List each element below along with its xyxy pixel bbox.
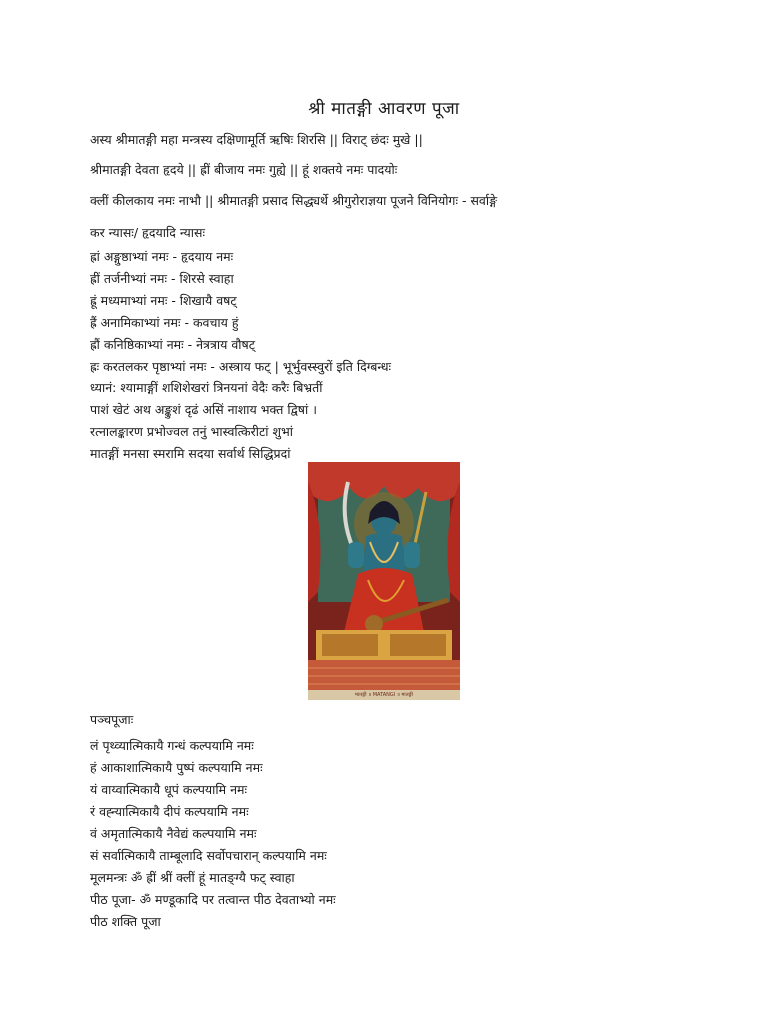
header-line-1: अस्य श्रीमातङ्गी महा मन्त्रस्य दक्षिणामूर्ति ऋषिः शिरसि || विराट् छंदः मुखे || bbox=[90, 132, 423, 147]
dhyana-line-1: ध्यानं: श्यामाङ्गीं शशिशेखरां त्रिनयनां वेदैः करैः बिभ्रतीं bbox=[90, 380, 323, 395]
pancha-line-3: यं वाय्वात्मिकायै धूपं कल्पयामि नमः bbox=[90, 782, 248, 797]
dhyana-line-2: पाशं खेटं अथ अङ्कुशं दृढं असिं नाशाय भक्त द्विषां । bbox=[90, 402, 317, 417]
page-title: श्री मातङ्गी आवरण पूजा bbox=[308, 99, 460, 119]
nyasa-line-5: ह्रौं कनिष्ठिकाभ्यां नमः - नेत्रत्राय वौषट् bbox=[90, 337, 256, 352]
nyasa-line-2: ह्रीं तर्जनीभ्यां नमः - शिरसे स्वाहा bbox=[90, 271, 234, 286]
header-line-2: श्रीमातङ्गी देवता हृदये || ह्रीं बीजाय नमः गुह्ये || हूं शक्तये नमः पादयोः bbox=[90, 162, 398, 177]
moola-mantra-line: मूलमन्त्रः ॐ ह्रीं श्रीं क्लीं हूं मातङ्ग्यै फट् स्वाहा bbox=[90, 870, 295, 885]
painting-caption: मातङ्गी ॥ MATANGI ॥ मातङ्गी bbox=[308, 690, 460, 700]
pancha-line-1: लं पृथ्व्यात्मिकायै गन्धं कल्पयामि नमः bbox=[90, 738, 254, 753]
header-line-3: क्लीं कीलकाय नमः नाभौ || श्रीमातङ्गी प्रसाद सिद्ध्यर्थे श्रीगुरोराज्ञया पूजने विनियोगः - सर्वाङ्गे bbox=[90, 193, 498, 208]
peetha-pooja-line: पीठ पूजा- ॐ मण्डूकादि पर तत्वान्त पीठ देवताभ्यो नमः bbox=[90, 892, 336, 907]
matangi-painting-art bbox=[308, 462, 460, 700]
pancha-line-2: हं आकाशात्मिकायै पुष्पं कल्पयामि नमः bbox=[90, 760, 263, 775]
peetha-shakti-line: पीठ शक्ति पूजा bbox=[90, 914, 161, 929]
dhyana-line-4: मातङ्गीं मनसा स्मरामि सदया सर्वार्थ सिद्धिप्रदां bbox=[90, 446, 291, 461]
pancha-line-5: वं अमृतात्मिकायै नैवेद्यं कल्पयामि नमः bbox=[90, 826, 257, 841]
pancha-line-6: सं सर्वात्मिकायै ताम्बूलादि सर्वोपचारान् कल्पयामि नमः bbox=[90, 848, 327, 863]
nyasa-line-6: ह्रः करतलकर पृष्ठाभ्यां नमः - अस्त्राय फट् | भूर्भुवस्स्वुरों इति दिग्बन्धः bbox=[90, 359, 392, 374]
pancha-heading: पञ्चपूजाः bbox=[90, 712, 134, 727]
nyasa-line-1: ह्रां अङ्गुष्ठाभ्यां नमः - हृदयाय नमः bbox=[90, 249, 234, 264]
header-line-4: कर न्यासः/ हृदयादि न्यासः bbox=[90, 225, 206, 240]
nyasa-line-4: ह्रैं अनामिकाभ्यां नमः - कवचाय हुं bbox=[90, 315, 239, 330]
matangi-painting bbox=[308, 462, 460, 700]
nyasa-line-3: ह्रूं मध्यमाभ्यां नमः - शिखायै वषट् bbox=[90, 293, 237, 308]
dhyana-line-3: रत्नालङ्कारण प्रभोज्वल तनुं भास्वत्किरीटां शुभां bbox=[90, 424, 294, 439]
pancha-line-4: रं वह्न्यात्मिकायै दीपं कल्पयामि नमः bbox=[90, 804, 249, 819]
